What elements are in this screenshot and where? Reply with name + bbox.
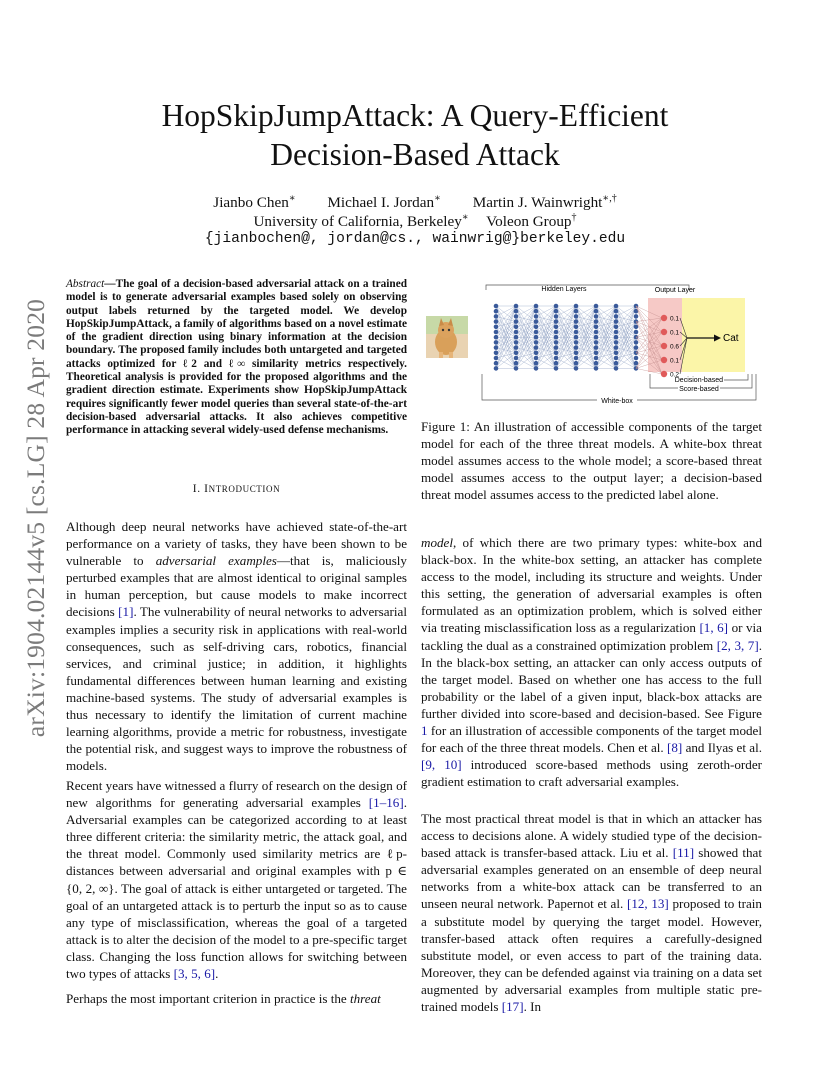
neuron-node [514,325,519,330]
abstract-text: —The goal of a decision-based adversarial attack on a trained model is to generate adversarial examples based solely on observing output labels returned by the targeted model. We develop HopSkipJumpAttack, a family of algorithms based on a novel estimate of the gradient direction using binary information at the decision boundary. The proposed family includes both untargeted and targeted attacks optimized for ℓ2 and ℓ∞ similarity metrics respectively. Theoretical analysis is provided for the proposed algorithms and the gradient direction estimate. Experiments show HopSkipJumpAttack requires significantly fewer model queries than several state-of-the-art decision-based adversarial attacks. It also achieves competitive performance in attacking several widely-used defense mechanisms. [66,278,407,437]
neuron-node [494,304,499,309]
output-node [661,329,667,335]
paragraph [421,810,762,1015]
neuron-node [534,335,539,340]
neuron-node [554,309,559,314]
neuron-node [614,330,619,335]
connection-line [496,306,516,327]
text-run: Perhaps the most important criterion in practice is the [66,991,350,1006]
neuron-node [554,335,559,340]
affiliation-mark: † [571,212,577,223]
connection-line [616,353,636,358]
neuron-node [574,356,579,361]
paragraph [66,777,407,982]
affiliation-name: University of California, Berkeley [253,213,462,231]
connection-line [516,316,536,321]
decision-based-label: Decision-based [674,377,723,384]
neuron-node [554,366,559,371]
neuron-node [494,356,499,361]
neuron-node [514,335,519,340]
neuron-node [554,319,559,324]
neuron-node [494,325,499,330]
connection-line [576,306,596,327]
neuron-node [494,345,499,350]
text-run: . Adversarial examples can be categorized according to at least three different criteria: the similarity metric, the attack goal, and the threat model. Commonly used similarity metrics are ℓp-distances between adversarial and original examples with p ∈ {0, 2, ∞}. The goal of attack is either untargeted or targeted. The goal of an untargeted attack is to perturb the input so as to cause any type of misclassification, whereas the goal of a targeted attack is to alter the decision of the model to a pre-specific target class. Changing the loss function allows for switching between two types of attacks [66,795,407,982]
author-list [100,193,730,212]
title-line-1: HopSkipJumpAttack: A Query-Efficient [161,98,669,133]
connection-line [536,322,556,348]
title-line-2: Decision-Based Attack [270,137,560,172]
text-run: —that is, maliciously perturbed examples that are almost identical to original samples in human perception, but cause models to make incorrect decisions [66,553,407,620]
neuron-node [614,309,619,314]
connection-line [576,322,596,369]
connection-line [536,322,556,369]
connection-line [616,306,636,327]
affiliation-mark: ∗ [461,212,469,223]
neuron-node [514,330,519,335]
neuron-node [634,356,639,361]
neuron-node [574,314,579,319]
abstract [66,278,407,438]
neuron-node [494,319,499,324]
citation-link[interactable]: [1–16] [368,795,404,811]
connection-line [496,353,516,358]
connection-line [496,322,516,369]
text-run: for an illustration of accessible components of the target model for each of the three threat models. Chen et al. [421,723,762,756]
neuron-node [614,345,619,350]
neuron-node [534,319,539,324]
probability-label: 0.1 [670,329,680,337]
text-run: showed that adversarial examples generated on an ensemble of deep neural networks from a white-box attack can be transferred to an unseen neural network. Papernot et al. [421,845,763,912]
connection-line [516,306,536,327]
neuron-node [554,325,559,330]
neuron-node [574,309,579,314]
neuron-node [514,319,519,324]
neuron-node [594,325,599,330]
neuron-node [534,356,539,361]
connection-line [576,316,596,321]
neuron-node [554,356,559,361]
score-based-label: Score-based [679,386,719,393]
section-title-rest: NTRODUCTION [208,484,281,494]
neuron-node [494,335,499,340]
neuron-node [494,361,499,366]
neuron-node [554,330,559,335]
text-run: or via tackling the dual as a constrained optimization problem [421,620,762,653]
text-run: introduced score-based methods using zeroth-order gradient estimation to craft adversarial examples. [421,757,762,790]
connection-line [556,322,576,369]
cat-photo [426,316,468,358]
author-mark: ∗ [434,193,441,204]
neuron-node [614,340,619,345]
output-node [661,343,667,349]
neuron-node [594,340,599,345]
hidden-layers-label: Hidden Layers [541,286,587,293]
text-run: . [215,966,219,982]
neuron-node [534,314,539,319]
neuron-node [534,309,539,314]
connection-line [536,353,556,358]
neuron-node [534,340,539,345]
neuron-node [494,314,499,319]
neuron-node [554,345,559,350]
connection-line [556,306,576,327]
neuron-node [514,345,519,350]
neuron-node [574,351,579,356]
neuron-node [554,340,559,345]
neuron-node [534,366,539,371]
connection-line [576,348,596,369]
neuron-node [634,314,639,319]
section-title-initial: I [204,483,209,495]
text-run: adversarial examples [155,553,277,569]
neuron-node [574,330,579,335]
neuron-node [514,314,519,319]
neuron-node [614,319,619,324]
neuron-node [514,366,519,371]
neuron-node [634,330,639,335]
citation-link[interactable]: [8] [667,740,683,756]
connection-line [596,348,616,369]
neuron-node [594,335,599,340]
connection-line [496,322,516,348]
citation-link[interactable]: [9, 10] [421,757,462,773]
neuron-node [534,345,539,350]
output-node [661,371,667,377]
connection-line [576,322,596,348]
connection-line [556,322,576,348]
output-node [661,315,667,321]
neuron-node [594,319,599,324]
text-run: threat [349,991,381,1006]
decision-bracket [724,374,748,380]
output-layer-label: Output Layer [654,287,696,294]
author-name: Michael I. Jordan [327,194,435,212]
neuron-node [594,330,599,335]
neuron-node [554,304,559,309]
text-run: . The vulnerability of neural networks to adversarial examples implies a security risk in applications with real-world consequences, such as self-driving cars, robotics, financial services, and criminal justice; in addition, it highlights fundamental differences between human learning and existing machine-based systems. The study of adversarial examples is thus necessary to identify the limitation of current machine learning algorithms, provide a metric for robustness, investigate the potential risk, and suggest ways to improve the robustness of models. [66,604,407,774]
neuron-node [554,351,559,356]
neuron-node [614,314,619,319]
probability-label: 0.6 [670,343,680,351]
connection-line [596,316,616,321]
connection-line [536,316,556,321]
neuron-node [494,330,499,335]
connection-line [616,348,636,369]
citation-link[interactable]: [11] [672,845,695,861]
text-run: Recent years have witnessed a flurry of research on the design of new algorithms for generating adversarial examples [66,778,407,811]
arxiv-identifier [16,283,56,753]
section-heading [66,483,407,495]
connection-line [596,306,616,327]
paper-title [110,96,720,174]
neuron-node [594,351,599,356]
abstract-lead: Abstract [66,278,105,290]
neuron-node [494,340,499,345]
neuron-node [514,309,519,314]
author-name: Martin J. Wainwright [472,194,603,212]
neuron-node [514,361,519,366]
hidden-network [494,304,639,371]
citation-link[interactable]: [1] [118,604,134,620]
neuron-node [594,361,599,366]
connection-line [596,322,616,348]
neuron-node [574,366,579,371]
neuron-node [494,309,499,314]
neuron-node [574,319,579,324]
connection-line [536,348,556,369]
connection-line [596,322,616,369]
neuron-node [594,309,599,314]
neuron-node [574,340,579,345]
neuron-node [574,345,579,350]
neuron-node [594,356,599,361]
neuron-node [534,304,539,309]
text-run: model [421,535,453,550]
neuron-node [614,325,619,330]
connection-line [516,348,536,369]
connection-line [616,316,636,321]
figure-network-diagram [424,282,764,408]
connection-line [516,353,536,358]
neuron-node [614,366,619,371]
neuron-node [494,351,499,356]
probability-label: 0.1 [670,315,680,323]
neuron-node [574,361,579,366]
author-name: Jianbo Chen [213,194,289,212]
neuron-node [554,361,559,366]
arxiv-id-text: arXiv:1904.02144v5 [cs.LG] 28 Apr 2020 [21,298,50,738]
neuron-node [554,314,559,319]
section-number: I. [192,483,205,495]
neuron-node [534,330,539,335]
neuron-node [574,325,579,330]
neuron-node [514,356,519,361]
connection-line [516,322,536,348]
text-run: The most practical threat model is that in which an attacker has access to decisions alone. A widely studied type of the decision-based attack is transfer-based attack. Liu et al. [421,811,762,861]
paragraph [421,534,762,790]
neuron-node [614,351,619,356]
white-box-label: White-box [601,398,633,405]
connection-line [596,353,616,358]
citation-link[interactable]: 1 [421,723,428,739]
neuron-node [594,314,599,319]
author-emails: {jianbochen@, jordan@cs., wainwrig@}berkeley.edu [204,231,626,247]
neuron-node [594,366,599,371]
connection-line [496,316,516,321]
citation-link[interactable]: [1, 6] [699,620,729,636]
citation-link[interactable]: [17] [501,999,524,1015]
connection-line [556,353,576,358]
neuron-node [614,361,619,366]
connection-line [536,306,556,327]
neuron-node [534,361,539,366]
neuron-node [574,335,579,340]
neuron-node [514,351,519,356]
connection-line [556,316,576,321]
neuron-node [614,304,619,309]
affiliations [100,212,730,231]
neuron-node [594,304,599,309]
connection-line [616,322,636,348]
output-node [661,357,667,363]
neuron-node [614,335,619,340]
neuron-node [634,345,639,350]
affiliation-name: Voleon Group [486,213,572,231]
neuron-node [594,345,599,350]
citation-link[interactable]: [2, 3, 7] [716,637,759,653]
probability-label: 0.1 [670,357,680,365]
text-run: and Ilyas et al. [682,740,762,756]
text-run: . In the black-box setting, an attacker can only access outputs of the target model. Based on whether one has access to the full probability or the label of a given input, black-box attacks are further divided into score-based and decision-based. See Figure [421,637,762,721]
predicted-label: Cat [723,333,739,344]
connection-line [556,348,576,369]
neuron-node [634,361,639,366]
text-run: . In [523,999,542,1015]
text-run: , of which there are two primary types: white-box and black-box. In the white-box setting, an attacker has complete access to the model, including its structure and weights. Under this setting, the generation of adversarial examples is often formulated as an optimization problem, which is solved either via treating misclassification loss as a regularization [421,535,762,636]
connection-line [496,348,516,369]
neuron-node [514,340,519,345]
paragraph [66,990,407,1007]
neuron-node [514,304,519,309]
neuron-node [614,356,619,361]
text-run: Although deep neural networks have achieved state-of-the-art performance on a variety of tasks, they have been shown to be vulnerable to [66,519,407,569]
text-run: proposed to train a substitute model by querying the target model. However, transfer-based attack often requires a carefully-designed substitute model, or even access to part of the training data. Moreover, they can be defended against via training on a data set augmented by adversarial examples from multiple static pre-trained models [421,896,762,1015]
connection-line [576,353,596,358]
neuron-node [574,304,579,309]
neuron-node [534,351,539,356]
neuron-node [494,366,499,371]
figure-caption: Figure 1: An illustration of accessible components of the target model for each of the three threat models. A white-box threat model assumes access to the whole model; a score-based threat model assumes access to the output layer; a decision-based threat model assumes access to the predicted label alone. [421,419,762,503]
author-mark: ∗,† [602,193,617,204]
author-mark: ∗ [288,193,296,204]
connection-line [516,322,536,369]
probability-label: 0.2 [670,371,680,379]
connection-line [616,322,636,369]
citation-link[interactable]: [3, 5, 6] [173,966,216,982]
neuron-node [534,325,539,330]
paragraph [66,518,407,774]
neuron-node [634,340,639,345]
citation-link[interactable]: [12, 13] [626,896,669,912]
